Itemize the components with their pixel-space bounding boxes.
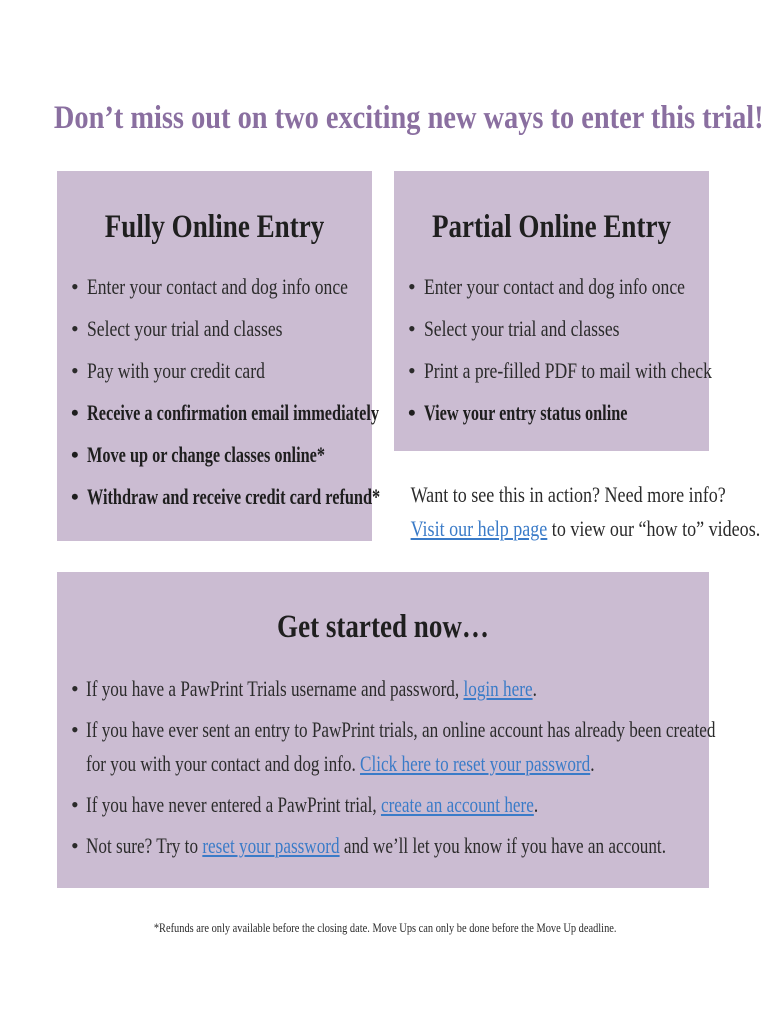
list-item: • Move up or change classes online* [71,441,483,483]
list-item: • If you have ever sent an entry to PawPrint trials, an online account has already been created for you with your contact and dog info. Click here to reset your password. [71,713,696,781]
get-started-list [71,672,716,870]
list-item: • Select your trial and classes [408,315,770,357]
partial-online-entry-panel [394,171,712,451]
list-item: • Select your trial and classes [71,315,483,357]
help-page-link[interactable]: Visit our help page [410,516,548,541]
list-item: • Pay with your credit card [71,357,483,399]
fully-online-entry-panel [57,171,381,541]
help-question: Want to see this in action? Need more info? [410,482,726,507]
fully-online-entry-title: Fully Online Entry [104,209,325,245]
list-item: • Withdraw and receive credit card refund* [71,483,483,525]
reset-your-password-link[interactable]: reset your password [202,833,340,858]
list-item: • If you have a PawPrint Trials username and password, login here. [71,672,696,706]
reset-password-link[interactable]: Click here to reset your password [360,751,591,776]
get-started-panel [57,572,716,888]
login-link[interactable]: login here [463,676,533,701]
help-link-suffix: to view our “how to” videos. [547,516,761,541]
partial-online-entry-title: Partial Online Entry [431,209,672,245]
list-item: • View your entry status online [408,399,770,441]
footnote: *Refunds are only available before the closing date. Move Ups can only be done before the Move Up deadline. [153,920,617,935]
create-account-link[interactable]: create an account here [380,792,534,817]
partial-online-entry-list [408,273,770,441]
page-headline: Don’t miss out on two exciting new ways to enter this trial! [53,100,764,136]
list-item: • If you have never entered a PawPrint trial, create an account here. [71,788,696,822]
help-note [380,478,761,546]
list-item: • Enter your contact and dog info once [71,273,483,315]
list-item: • Not sure? Try to reset your password and we’ll let you know if you have an account. [71,829,696,863]
help-link-line [410,512,761,546]
list-item: • Enter your contact and dog info once [408,273,770,315]
get-started-title: Get started now… [277,609,489,645]
list-item: • Print a pre-filled PDF to mail with check [408,357,770,399]
list-item: • Receive a confirmation email immediately [71,399,483,441]
